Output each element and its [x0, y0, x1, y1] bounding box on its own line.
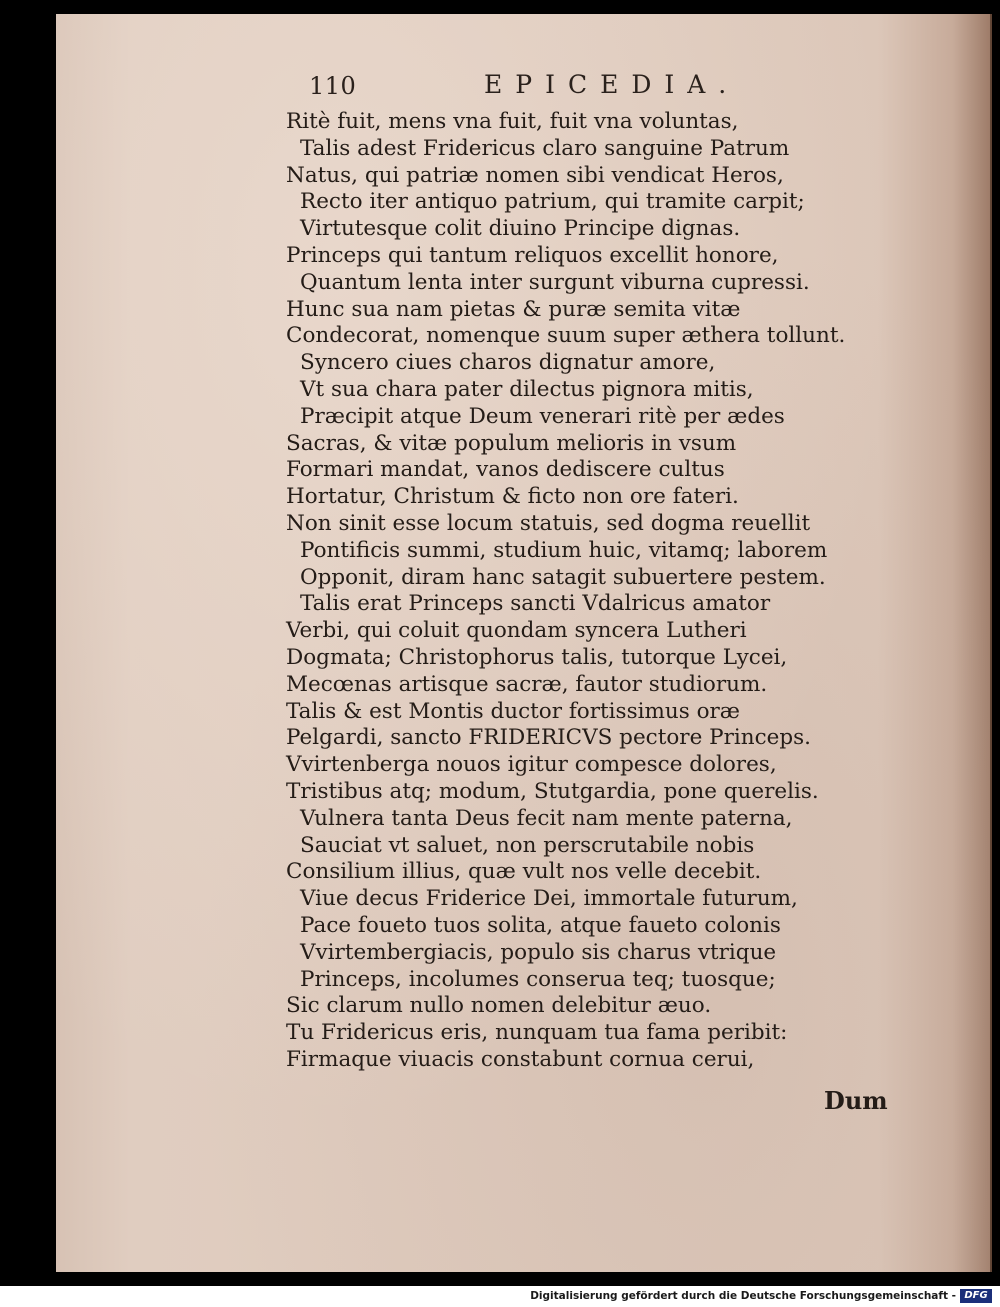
verse-line: Hortatur, Christum & ficto non ore fateri. [286, 484, 739, 510]
verse-line: Pontificis summi, studium huic, vitamq; laborem [300, 537, 828, 563]
verse-line: Recto iter antiquo patrium, qui tramite carpit; [300, 189, 805, 215]
verse-line: Formari mandat, vanos dediscere cultus [286, 457, 725, 483]
verse-line: Mecœnas artisque sacræ, fautor studiorum. [286, 671, 768, 697]
verse-line: Virtutesque colit diuino Principe dignas. [300, 216, 741, 242]
verse-line: Syncero ciues charos dignatur amore, [300, 350, 716, 376]
verse-line: Consilium illius, quæ vult nos velle decebit. [286, 859, 762, 885]
verse-line: Tristibus atq; modum, Stutgardia, pone querelis. [286, 778, 819, 804]
verse-line: Dogmata; Christophorus talis, tutorque Lycei, [286, 644, 788, 670]
verse-line: Præcipit atque Deum venerari ritè per ædes [300, 403, 785, 429]
verse-line: Condecorat, nomenque suum super æthera tollunt. [286, 323, 846, 349]
running-head [56, 64, 990, 104]
verse-line: Pace foueto tuos solita, atque faueto colonis [300, 912, 781, 938]
verse-line: Viue decus Friderice Dei, immortale futurum, [300, 886, 798, 912]
verse-line: Vvirtenberga nouos igitur compesce dolores, [286, 752, 777, 778]
verse-line: Princeps, incolumes conserua teq; tuosque; [300, 966, 776, 992]
verse-line: Princeps qui tantum reliquos excellit honore, [286, 242, 779, 268]
verse-line: Vt sua chara pater dilectus pignora mitis, [300, 376, 754, 402]
verse-line: Ritè fuit, mens vna fuit, fuit vna voluntas, [286, 109, 739, 134]
dfg-logo-icon: DFG [960, 1289, 992, 1303]
funding-credit: Digitalisierung gefördert durch die Deutsche Forschungsgemeinschaft - [530, 1290, 956, 1302]
verse-line: Vvirtembergiacis, populo sis charus vtrique [300, 939, 777, 965]
verse-line: Sacras, & vitæ populum melioris in vsum [286, 430, 737, 456]
verse-line: Firmaque viuacis constabunt cornua cerui, [286, 1046, 755, 1072]
verse-line: Talis adest Fridericus claro sanguine Patrum [300, 135, 790, 161]
verse-line: Sic clarum nullo nomen delebitur æuo. [286, 993, 712, 1019]
verse-line: Tu Fridericus eris, nunquam tua fama peribit: [286, 1020, 788, 1046]
verse-line: Hunc sua nam pietas & puræ semita vitæ [286, 296, 741, 322]
digitization-footer [0, 1286, 1000, 1307]
catchword: Dum [824, 1086, 888, 1115]
verse-line: Opponit, diram hanc satagit subuertere pestem. [300, 564, 826, 590]
verse-text-block [286, 109, 886, 1074]
verse-line: Pelgardi, sancto FRIDERICVS pectore Princeps. [286, 725, 811, 751]
verse-line: Verbi, qui coluit quondam syncera Lutheri [286, 618, 747, 644]
page-number: 110 [309, 72, 357, 100]
verse-line: Talis & est Montis ductor fortissimus oræ [286, 698, 741, 724]
running-title: EPICEDIA. [484, 70, 740, 99]
verse-line: Natus, qui patriæ nomen sibi vendicat Heros, [286, 162, 784, 188]
book-page [56, 14, 990, 1272]
verse-line: Quantum lenta inter surgunt viburna cupressi. [300, 269, 810, 295]
verse-line: Sauciat vt saluet, non perscrutabile nobis [300, 832, 755, 858]
verse-line: Vulnera tanta Deus fecit nam mente paterna, [300, 805, 793, 831]
verse-line: Talis erat Princeps sancti Vdalricus amator [300, 591, 771, 617]
verse-line: Non sinit esse locum statuis, sed dogma reuellit [286, 510, 811, 536]
